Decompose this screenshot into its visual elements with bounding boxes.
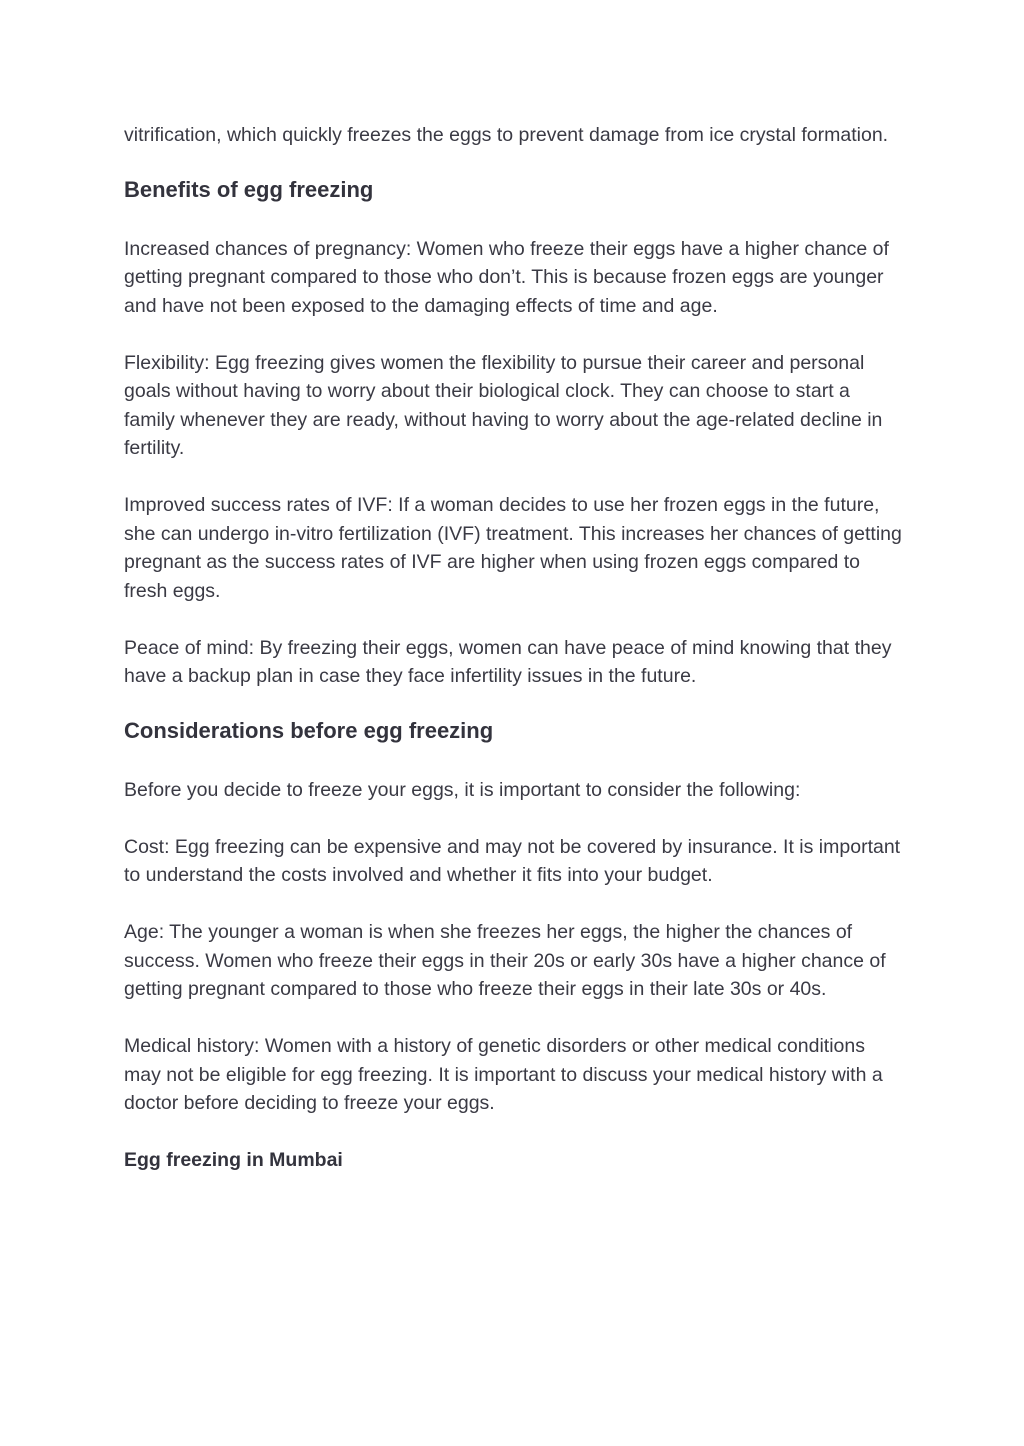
consideration-paragraph-age: Age: The younger a woman is when she freezes her eggs, the higher the chances of success. Women who freeze their eggs in their 20s or early 30s have a higher chance of getting pregnant compared to those who freeze their eggs in their late 30s or 40s.	[124, 921, 886, 1000]
consideration-paragraph-cost: Cost: Egg freezing can be expensive and may not be covered by insurance. It is important to understand the costs involved and whether it fits into your budget.	[124, 835, 901, 886]
intro-paragraph: vitrification, which quickly freezes the eggs to prevent damage from ice crystal formation.	[124, 124, 889, 146]
benefit-paragraph-peace-of-mind: Peace of mind: By freezing their eggs, women can have peace of mind knowing that they have a backup plan in case they face infertility issues in the future.	[124, 636, 892, 687]
benefit-paragraph-ivf: Improved success rates of IVF: If a woman decides to use her frozen eggs in the future, she can undergo in-vitro fertilization (IVF) treatment. This increases her chances of getting pregnant as the success rates of IVF are higher when using frozen eggs compared to fresh eggs.	[124, 494, 902, 602]
mumbai-heading: Egg freezing in Mumbai	[124, 1149, 343, 1171]
benefit-paragraph-flexibility: Flexibility: Egg freezing gives women the flexibility to pursue their career and personal goals without having to worry about their biological clock. They can choose to start a family whenever they are ready, without having to worry about the age-related decline in fertility.	[124, 351, 883, 459]
benefit-paragraph-pregnancy: Increased chances of pregnancy: Women who freeze their eggs have a higher chance of getting pregnant compared to those who don’t. This is because frozen eggs are younger and have not been exposed to the damaging effects of time and age.	[124, 237, 889, 317]
benefits-heading: Benefits of egg freezing	[124, 176, 374, 202]
document-page	[124, 121, 904, 1175]
considerations-heading: Considerations before egg freezing	[124, 717, 494, 743]
consideration-paragraph-medical-history: Medical history: Women with a history of genetic disorders or other medical conditions may not be eligible for egg freezing. It is important to discuss your medical history with a doctor before deciding to freeze your eggs.	[124, 1035, 883, 1114]
considerations-intro-paragraph: Before you decide to freeze your eggs, it is important to consider the following:	[124, 778, 801, 801]
